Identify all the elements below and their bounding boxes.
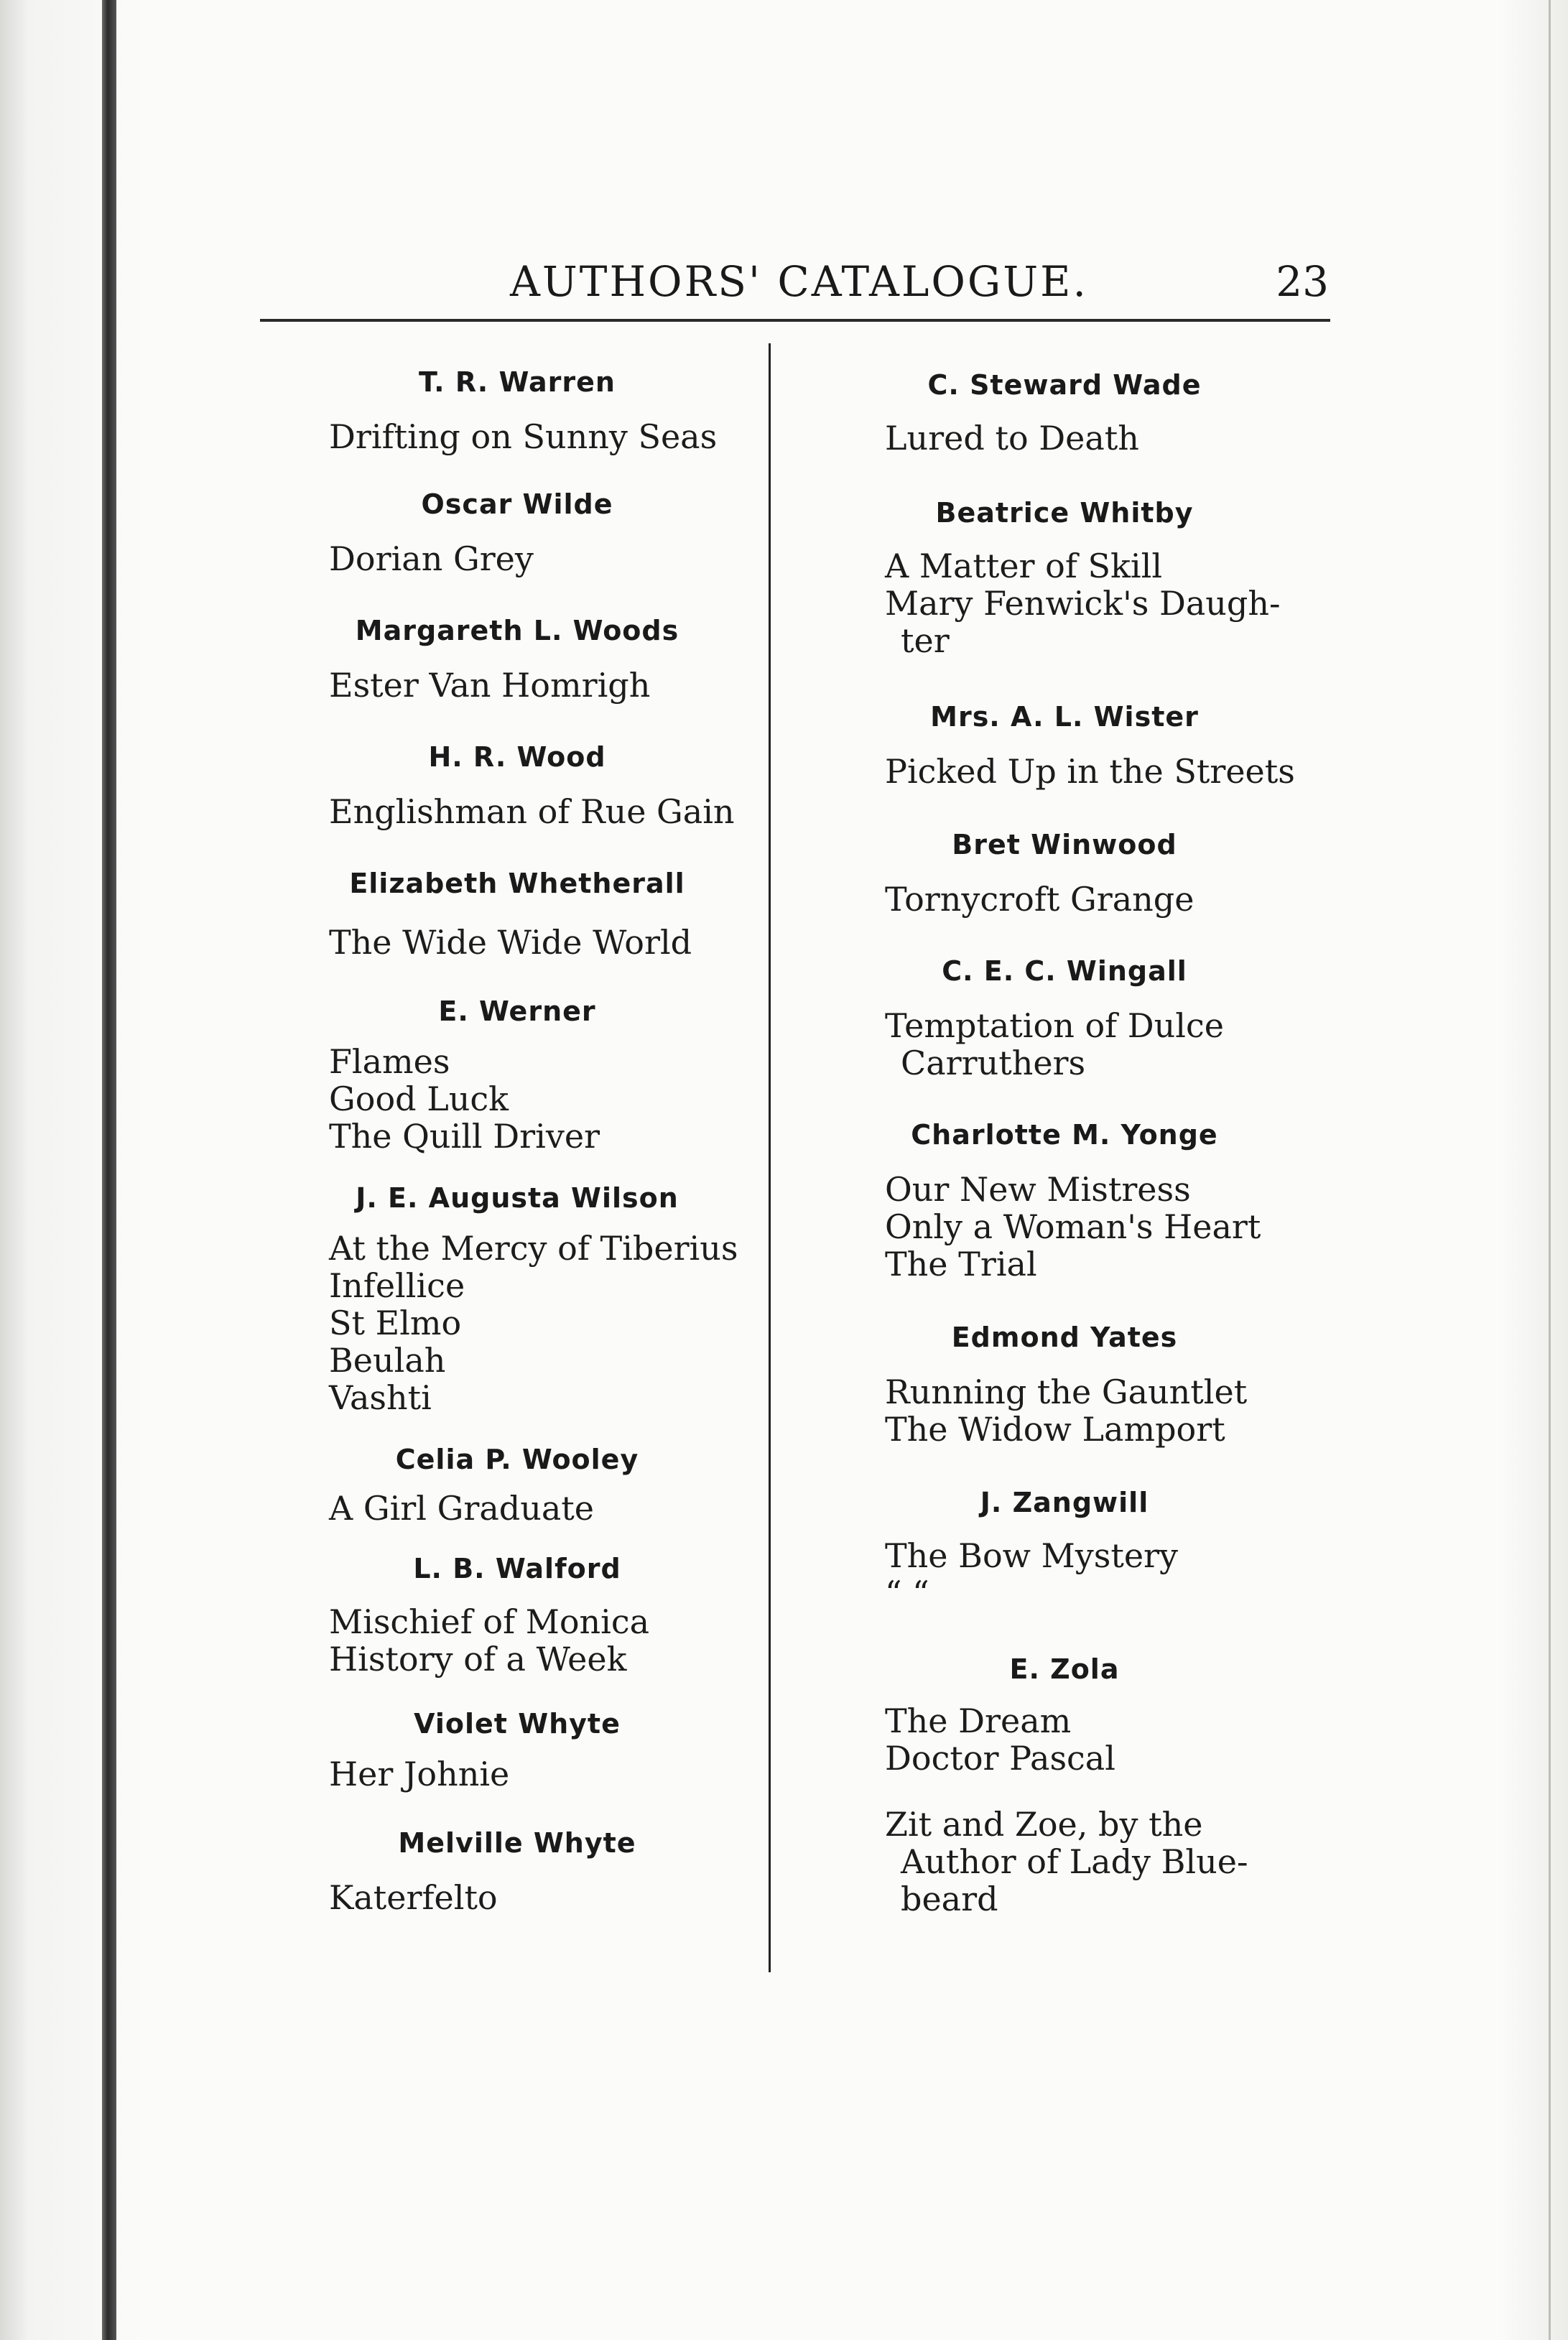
book-title: At the Mercy of Tiberius — [329, 1229, 738, 1268]
book-title-continuation: ter — [901, 621, 950, 660]
book-title: The Trial — [885, 1245, 1037, 1283]
author-heading: Charlotte M. Yonge — [911, 1119, 1218, 1151]
book-title: Her Johnie — [329, 1755, 510, 1793]
book-title: Lured to Death — [885, 419, 1139, 458]
author-heading: C. E. C. Wingall — [942, 955, 1187, 987]
book-title: A Matter of Skill — [885, 547, 1163, 585]
page-number: 23 — [1276, 257, 1329, 306]
author-heading: J. E. Augusta Wilson — [356, 1182, 679, 1214]
author-heading: Bret Winwood — [952, 829, 1177, 860]
column-divider — [769, 343, 771, 1972]
book-title: Mischief of Monica — [329, 1602, 650, 1641]
author-heading: Violet Whyte — [414, 1708, 621, 1740]
author-heading: E. Werner — [438, 995, 596, 1027]
running-title: AUTHORS' CATALOGUE. — [510, 257, 1088, 306]
book-title: Tornycroft Grange — [885, 880, 1194, 919]
author-heading: Margareth L. Woods — [355, 615, 679, 646]
book-title: Running the Gauntlet — [885, 1373, 1248, 1411]
book-title: Picked Up in the Streets — [885, 752, 1295, 791]
book-title: History of a Week — [329, 1640, 627, 1679]
author-heading: Edmond Yates — [951, 1322, 1178, 1353]
book-title: Good Luck — [329, 1080, 509, 1118]
book-title: Flames — [329, 1042, 450, 1081]
book-title: Zit and Zoe, by the — [885, 1805, 1203, 1844]
header-rule — [260, 319, 1330, 322]
book-title: Dorian Grey — [329, 539, 534, 578]
book-title: Vashti — [329, 1378, 432, 1417]
author-heading: H. R. Wood — [428, 741, 606, 773]
author-heading: J. Zangwill — [980, 1487, 1149, 1518]
book-title: Temptation of Dulce — [885, 1006, 1224, 1045]
author-heading: Mrs. A. L. Wister — [930, 701, 1199, 733]
book-title: The Wide Wide World — [329, 923, 692, 962]
book-title: Our New Mistress — [885, 1170, 1191, 1209]
page-edge — [1549, 0, 1551, 2340]
author-heading: Beatrice Whitby — [935, 497, 1194, 529]
book-title-continuation: beard — [901, 1880, 998, 1918]
book-spine-shadow — [102, 0, 116, 2340]
author-heading: Melville Whyte — [398, 1827, 636, 1859]
book-title: A Girl Graduate — [329, 1489, 594, 1528]
book-title: The Dream — [885, 1701, 1072, 1740]
book-title-continuation: Author of Lady Blue- — [901, 1842, 1248, 1881]
book-title: Infellice — [329, 1266, 465, 1305]
book-title: Only a Woman's Heart — [885, 1207, 1261, 1246]
book-title: Englishman of Rue Gain — [329, 792, 735, 831]
book-title: The Widow Lamport — [885, 1410, 1225, 1449]
book-title: Doctor Pascal — [885, 1739, 1115, 1778]
author-heading: L. B. Walford — [413, 1553, 621, 1584]
book-title: Beulah — [329, 1341, 446, 1380]
book-title: The Bow Mystery — [885, 1536, 1179, 1575]
book-title: Ester Van Homrigh — [329, 666, 651, 705]
book-title-continuation: Carruthers — [901, 1044, 1086, 1082]
book-title: Drifting on Sunny Seas — [329, 417, 718, 456]
book-title: “ “ — [885, 1574, 929, 1612]
author-heading: T. R. Warren — [419, 366, 616, 398]
book-title: St Elmo — [329, 1304, 462, 1342]
author-heading: Oscar Wilde — [421, 488, 613, 520]
author-heading: E. Zola — [1009, 1653, 1120, 1685]
book-title: Katerfelto — [329, 1878, 498, 1917]
author-heading: C. Steward Wade — [927, 369, 1202, 401]
page-header — [262, 257, 1329, 315]
author-heading: Elizabeth Whetherall — [349, 868, 685, 899]
author-heading: Celia P. Wooley — [395, 1444, 639, 1475]
book-title: The Quill Driver — [329, 1117, 600, 1156]
book-title: Mary Fenwick's Daugh- — [885, 584, 1281, 623]
